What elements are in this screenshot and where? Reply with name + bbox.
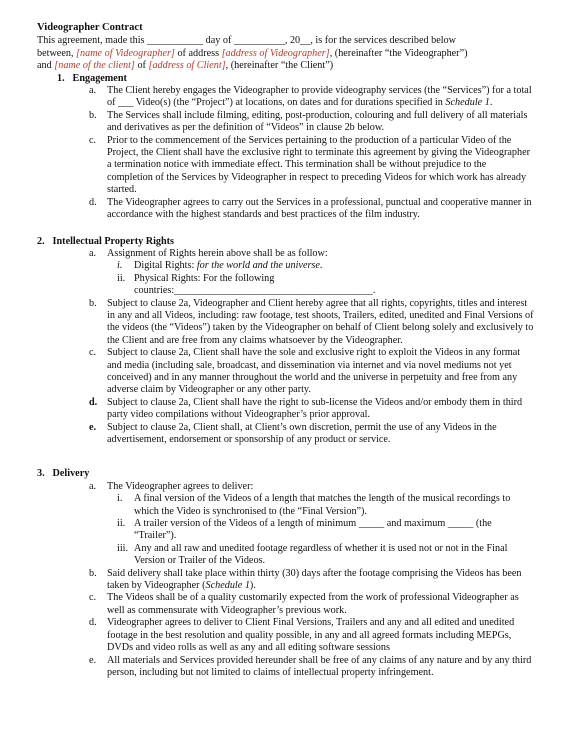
intro-paragraph bbox=[37, 35, 544, 72]
clause-3b: b. Said delivery shall take place within thirty (30) days after the footage comprising the Videos has been taken by Videographer (Schedule 1). bbox=[89, 567, 522, 592]
intro-line-1: This agreement, made this ___________ day of __________, 20__, is for the services described below bbox=[37, 35, 457, 47]
clause-2a: a. Assignment of Rights herein above shall be as follow: bbox=[89, 247, 328, 259]
clause-2e: e. Subject to clause 2a, Client shall, at Client’s own discretion, permit the use of any Videos in the advertisement, endorsement or sponsorship of any product or service. bbox=[89, 421, 497, 445]
clause-1b: b. The Services shall include filming, editing, post-production, colouring and full delivery of all materials and derivatives as per the definition of “Videos” in clause 2b below. bbox=[89, 109, 528, 134]
section-heading: 3. Delivery bbox=[37, 468, 90, 480]
document-title: Videographer Contract bbox=[37, 22, 143, 33]
placeholder-client-name: [name of the client] bbox=[54, 60, 135, 72]
clause-2a-ii: ii. Physical Rights: For the following countries:_______________________________________. bbox=[117, 272, 376, 297]
clause-3a-iii: iii. Any and all raw and unedited footage regardless of whether it is used not or not in the Final Version or Trailer of the Videos. bbox=[117, 542, 508, 567]
clause-3a-i: i. A final version of the Videos of a length that matches the length of the musical recordings to which the Video is synchronised to (the “Final Version”). bbox=[117, 493, 511, 517]
clause-3d: d. Videographer agrees to deliver to Client Final Versions, Trailers and any and all edited and unedited footage in the best resolution and quality possible, in any and all agreed formats including MEPGs, DVDs and video rolls as well as any and all editing software sessions bbox=[89, 617, 515, 654]
section-delivery bbox=[37, 468, 544, 679]
clause-3c: c. The Videos shall be of a quality customarily expected from the work of professional Videographer as well as commensurate with Videographer’s previous work. bbox=[89, 592, 519, 616]
clause-1a: a. The Client hereby engages the Videographer to provide videography services (the “Services”) for a total of ___ Video(s) (the “Project”) at locations, on dates and for durations specified in Schedule 1. bbox=[89, 85, 532, 109]
clause-1d: d. The Videographer agrees to carry out the Services in a professional, punctual and cooperative manner in accordance with the highest standards and best practices of the film industry. bbox=[89, 196, 532, 221]
clause-1c: c. Prior to the commencement of the Services pertaining to the production of a particular Video of the Project, the Client shall have the exclusive right to terminate this agreement by giving the Videographer a termination notice with immediate effect. This termination shall be without prejudice to the completion of the Services by Videographer in respect to preceding Videos for which work has already started. bbox=[89, 134, 530, 196]
section-intellectual-property bbox=[37, 236, 544, 447]
placeholder-videographer-address: [address of Videographer] bbox=[221, 47, 330, 59]
section-heading: 1. Engagement bbox=[57, 72, 127, 84]
clause-3e: e. All materials and Services provided hereunder shall be free of any claims of any nature and by any third person, including but not limited to claims of intellectual property infringement. bbox=[89, 654, 532, 678]
intro-line-2: between, [name of Videographer] of address [address of Videographer], (hereinafter “the Videographer”) bbox=[37, 47, 468, 59]
section-engagement bbox=[37, 73, 544, 222]
placeholder-videographer-name: [name of Videographer] bbox=[76, 47, 175, 59]
clause-3a-ii: ii. A trailer version of the Videos of a length of minimum _____ and maximum _____ (the “Trailer”). bbox=[117, 518, 492, 542]
section-heading: 2. Intellectual Property Rights bbox=[37, 235, 175, 247]
clause-2b: b. Subject to clause 2a, Videographer and Client hereby agree that all rights, copyrights, titles and interest in any and all Videos, including: raw footage, test shoots, Trailers, edited, unedited and Final Versions of the videos (the “Videos”) taken by the Videographer on behalf of Client belong solely and exclusively to the Client and are free from any claims whatsoever by the Videographer. bbox=[89, 297, 534, 346]
clause-2c: c. Subject to clause 2a, Client shall have the sole and exclusive right to exploit the Videos in any format and media (including sale, broadcast, and dissemination via internet and via novel mediums not yet conceived) and in any manner throughout the world and the universe in perpetuity and free from any adverse claim by Videographer or any other party. bbox=[89, 347, 521, 396]
clause-3a: a. The Videographer agrees to deliver: bbox=[89, 480, 254, 492]
clause-2d: d. Subject to clause 2a, Client shall have the right to sub-license the Videos and/or embody them in third party video compilations without Videographer’s prior approval. bbox=[89, 396, 523, 421]
clause-2a-i: i. Digital Rights: for the world and the universe. bbox=[117, 260, 323, 272]
placeholder-client-address: [address of Client] bbox=[148, 60, 226, 72]
intro-line-3: and [name of the client] of [address of Client], (hereinafter “the Client”) bbox=[37, 60, 334, 72]
